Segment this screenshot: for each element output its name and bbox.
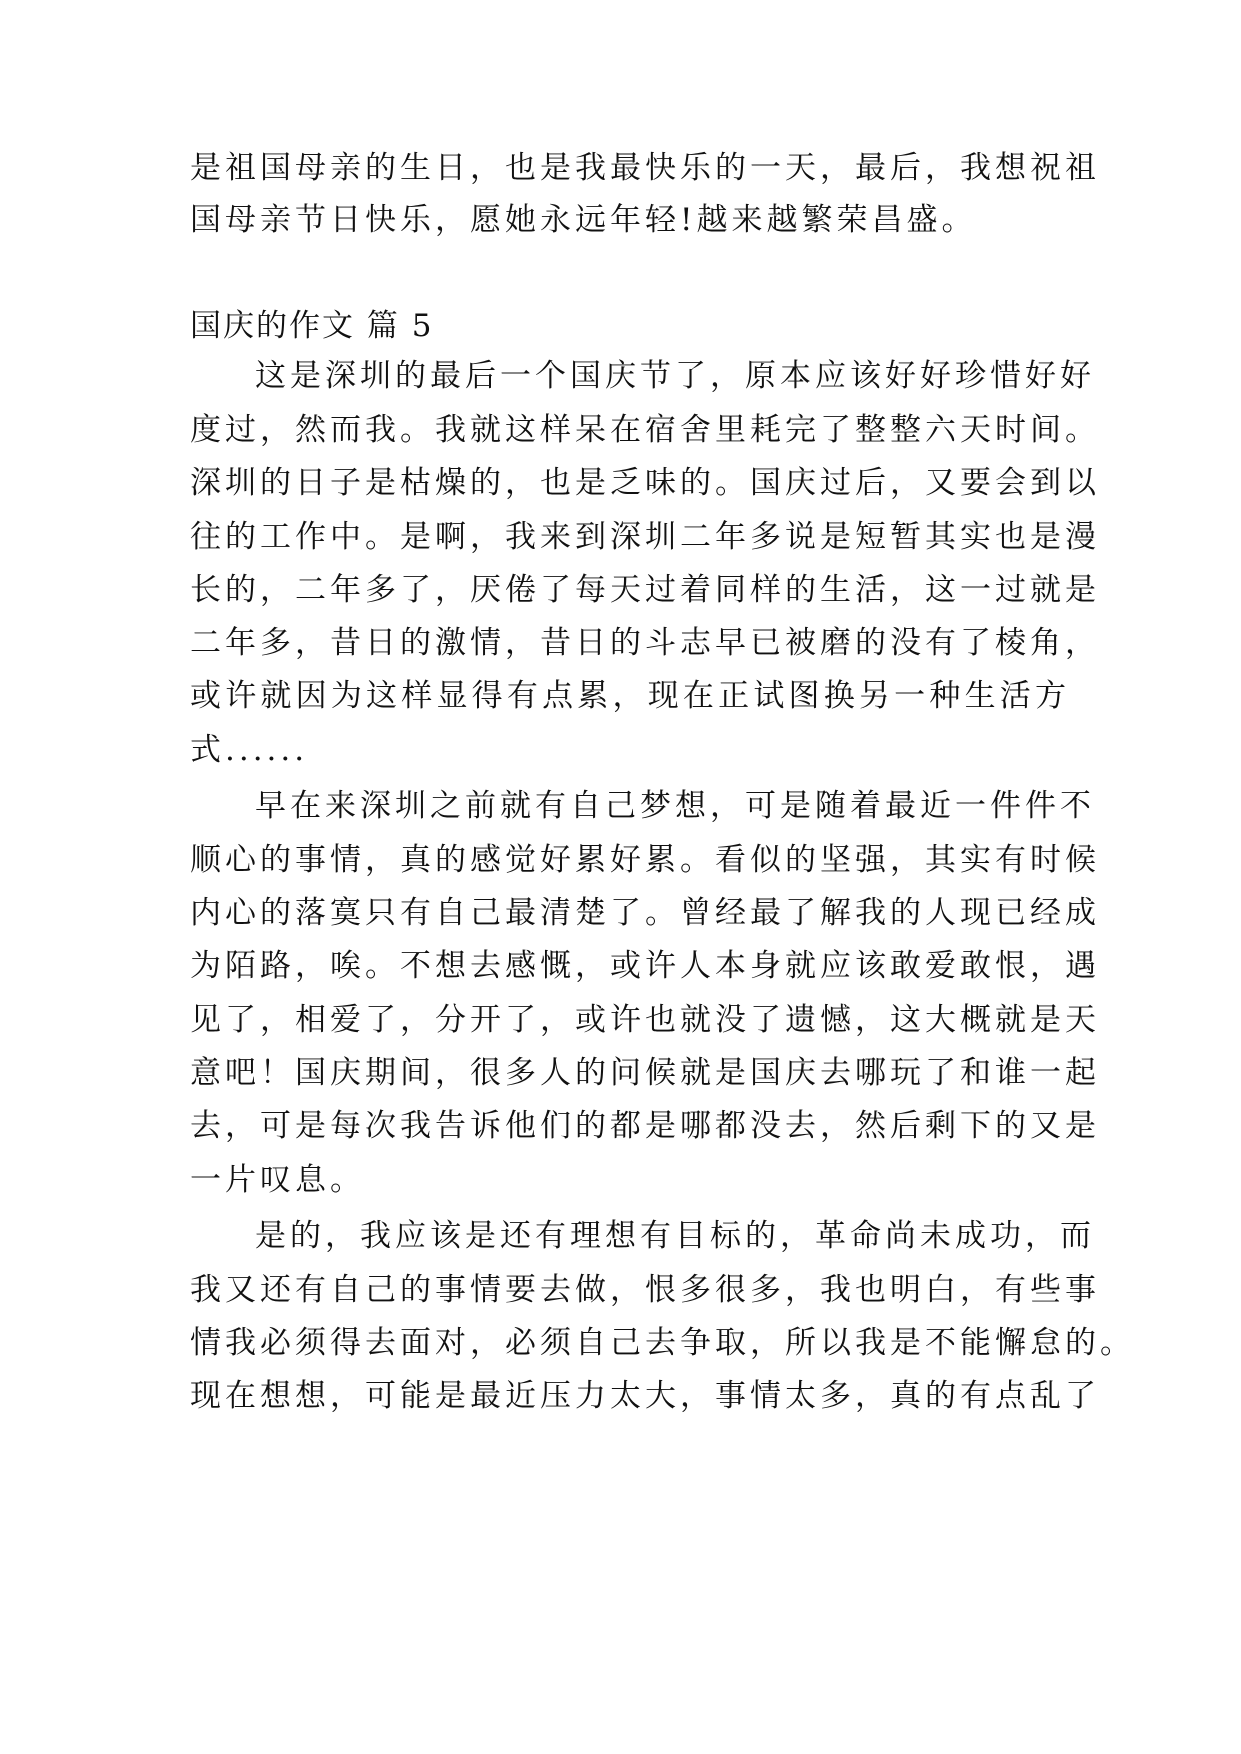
paragraph-line: 深圳的日子是枯燥的，也是乏味的。国庆过后，又要会到以 [190,465,1100,501]
paragraph-line: 一片叹息。 [190,1162,365,1198]
paragraph-line: 现在想想，可能是最近压力太大，事情太多，真的有点乱了 [190,1378,1100,1414]
paragraph-line: 往的工作中。是啊，我来到深圳二年多说是短暂其实也是漫 [190,519,1100,555]
paragraph-line: 式...... [190,732,309,768]
continuation-line: 国母亲节日快乐，愿她永远年轻!越来越繁荣昌盛。 [190,202,977,238]
paragraph-line: 是的，我应该是还有理想有目标的，革命尚未成功，而 [255,1218,1095,1254]
section-title: 国庆的作文 篇 5 [190,308,434,344]
paragraph-line: 内心的落寞只有自己最清楚了。曾经最了解我的人现已经成 [190,895,1100,931]
paragraph-line: 早在来深圳之前就有自己梦想，可是随着最近一件件不 [255,788,1095,824]
paragraph-line: 二年多，昔日的激情，昔日的斗志早已被磨的没有了棱角， [190,625,1100,661]
paragraph-line: 见了，相爱了，分开了，或许也就没了遗憾，这大概就是天 [190,1002,1100,1038]
paragraph-line: 为陌路，唉。不想去感慨，或许人本身就应该敢爱敢恨，遇 [190,948,1100,984]
paragraph-line: 情我必须得去面对，必须自己去争取，所以我是不能懈怠的。 [190,1325,1135,1361]
paragraph-line: 我又还有自己的事情要去做，恨多很多，我也明白，有些事 [190,1272,1100,1308]
paragraph-line: 意吧！国庆期间，很多人的问候就是国庆去哪玩了和谁一起 [190,1055,1100,1091]
paragraph-line: 这是深圳的最后一个国庆节了，原本应该好好珍惜好好 [255,358,1095,394]
paragraph-line: 去，可是每次我告诉他们的都是哪都没去，然后剩下的又是 [190,1108,1100,1144]
paragraph-line: 或许就因为这样显得有点累，现在正试图换另一种生活方 [190,678,1070,714]
continuation-line: 是祖国母亲的生日，也是我最快乐的一天，最后，我想祝祖 [190,150,1100,186]
paragraph-line: 顺心的事情，真的感觉好累好累。看似的坚强，其实有时候 [190,842,1100,878]
paragraph-line: 长的，二年多了，厌倦了每天过着同样的生活，这一过就是 [190,572,1100,608]
paragraph-line: 度过，然而我。我就这样呆在宿舍里耗完了整整六天时间。 [190,412,1100,448]
